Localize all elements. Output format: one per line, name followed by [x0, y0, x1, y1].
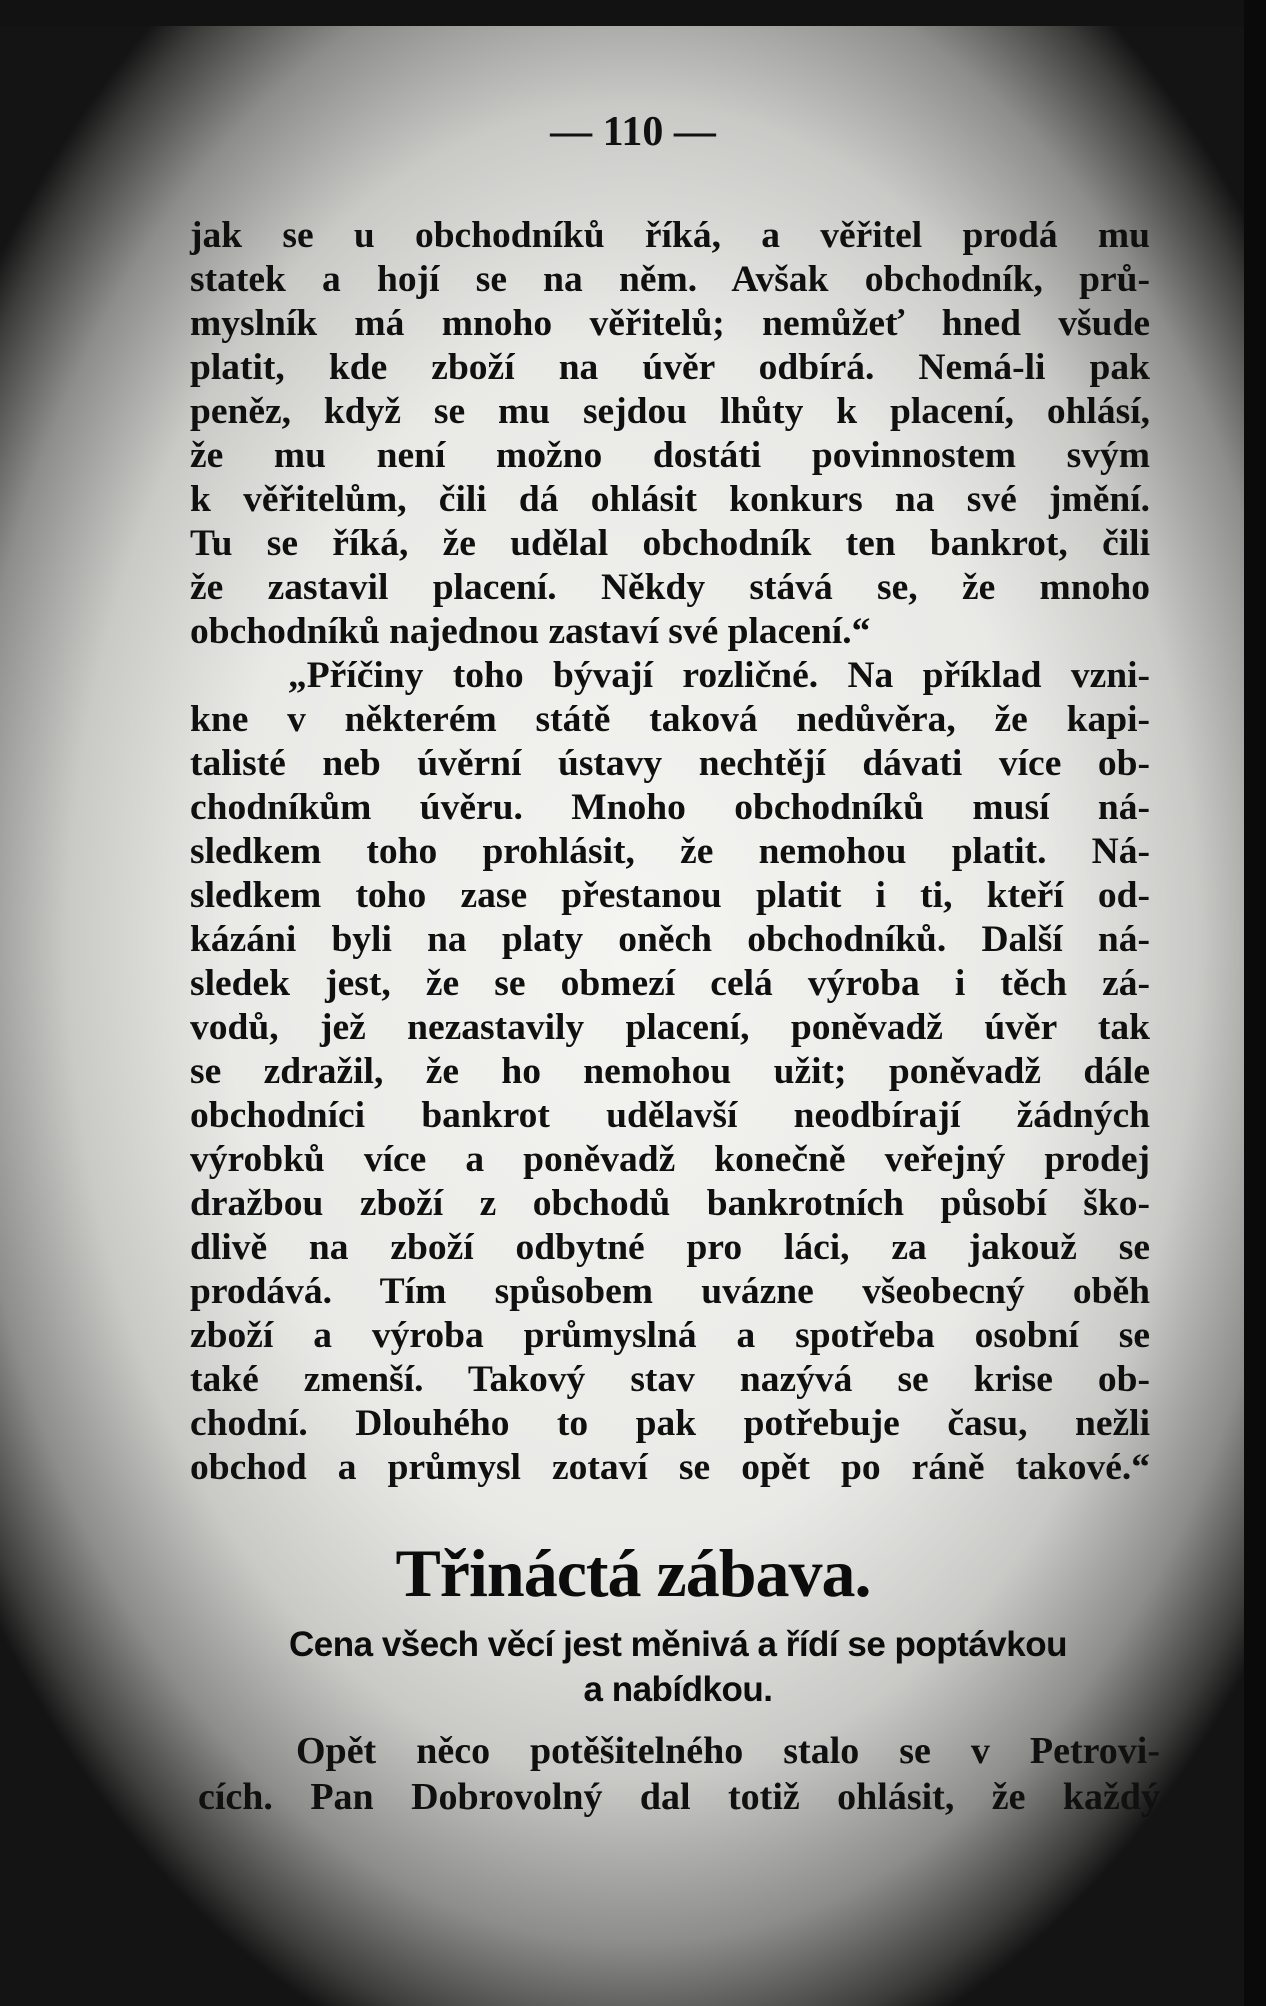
chapter-subtitle: [196, 1622, 1160, 1712]
text-line: Opět něco potěšitelného stalo se v Petrovi-: [296, 1730, 1160, 1772]
text-line: prodává. Tím spůsobem uvázne všeobecný oběh: [190, 1271, 1150, 1312]
text-line: statek a hojí se na něm. Avšak obchodník, prů-: [190, 259, 1150, 300]
text-line: sledkem toho prohlásit, že nemohou platit. Ná-: [190, 831, 1150, 872]
text-line: peněz, když se mu sejdou lhůty k placení, ohlásí,: [190, 391, 1150, 432]
body-text: [190, 214, 1150, 1490]
chapter-title: Třináctá zábava.: [395, 1535, 871, 1611]
text-line: že zastavil placení. Někdy stává se, že mnoho: [190, 567, 1150, 608]
text-line: také zmenší. Takový stav nazývá se krise ob-: [190, 1359, 1150, 1400]
subtitle-line: a nabídkou.: [583, 1670, 773, 1709]
text-line: sledek jest, že se obmezí celá výroba i těch zá-: [190, 963, 1150, 1004]
text-line: dražbou zboží z obchodů bankrotních působí ško-: [190, 1183, 1150, 1224]
text-line: vodů, jež nezastavily placení, poněvadž úvěr tak: [190, 1007, 1150, 1048]
text-line: že mu není možno dostáti povinnostem svým: [190, 435, 1150, 476]
text-line: jak se u obchodníků říká, a věřitel prodá mu: [190, 215, 1150, 256]
closing-paragraph: [198, 1728, 1160, 1820]
page-number: — 110 —: [550, 109, 716, 155]
text-line: k věřitelům, čili dá ohlásit konkurs na své jmění.: [190, 479, 1150, 520]
text-line: kne v některém státě taková nedůvěra, že kapi-: [190, 699, 1150, 740]
text-line: „Příčiny toho bývají rozličné. Na příklad vzni-: [288, 655, 1150, 696]
text-line: sledkem toho zase přestanou platit i ti, kteří od-: [190, 875, 1150, 916]
text-line: kázáni byli na platy oněch obchodníků. Další ná-: [190, 919, 1150, 960]
scan-border-right: [1244, 0, 1266, 2006]
text-line: obchod a průmysl zotaví se opět po ráně takové.“: [190, 1447, 1150, 1488]
text-line: obchodníků najednou zastaví své placení.“: [190, 611, 871, 652]
text-line: myslník má mnoho věřitelů; nemůžeť hned všude: [190, 303, 1150, 344]
text-line: se zdražil, že ho nemohou užit; poněvadž dále: [190, 1051, 1150, 1092]
scan-border-top: [0, 0, 1266, 26]
text-line: zboží a výroba průmyslná a spotřeba osobní se: [190, 1315, 1150, 1356]
text-line: cích. Pan Dobrovolný dal totiž ohlásit, že každý: [198, 1776, 1160, 1818]
text-line: Tu se říká, že udělal obchodník ten bankrot, čili: [190, 523, 1150, 564]
text-line: výrobků více a poněvadž konečně veřejný prodej: [190, 1139, 1150, 1180]
text-line: chodníkům úvěru. Mnoho obchodníků musí ná-: [190, 787, 1150, 828]
text-line: talisté neb úvěrní ústavy nechtějí dávati více ob-: [190, 743, 1150, 784]
text-line: chodní. Dlouhého to pak potřebuje času, nežli: [190, 1403, 1150, 1444]
text-line: platit, kde zboží na úvěr odbírá. Nemá-li pak: [190, 347, 1150, 388]
text-line: dlivě na zboží odbytné pro láci, za jakouž se: [190, 1227, 1150, 1268]
subtitle-line: Cena všech věcí jest měnivá a řídí se poptávkou: [289, 1625, 1067, 1664]
text-line: obchodníci bankrot udělavší neodbírají žádných: [190, 1095, 1150, 1136]
